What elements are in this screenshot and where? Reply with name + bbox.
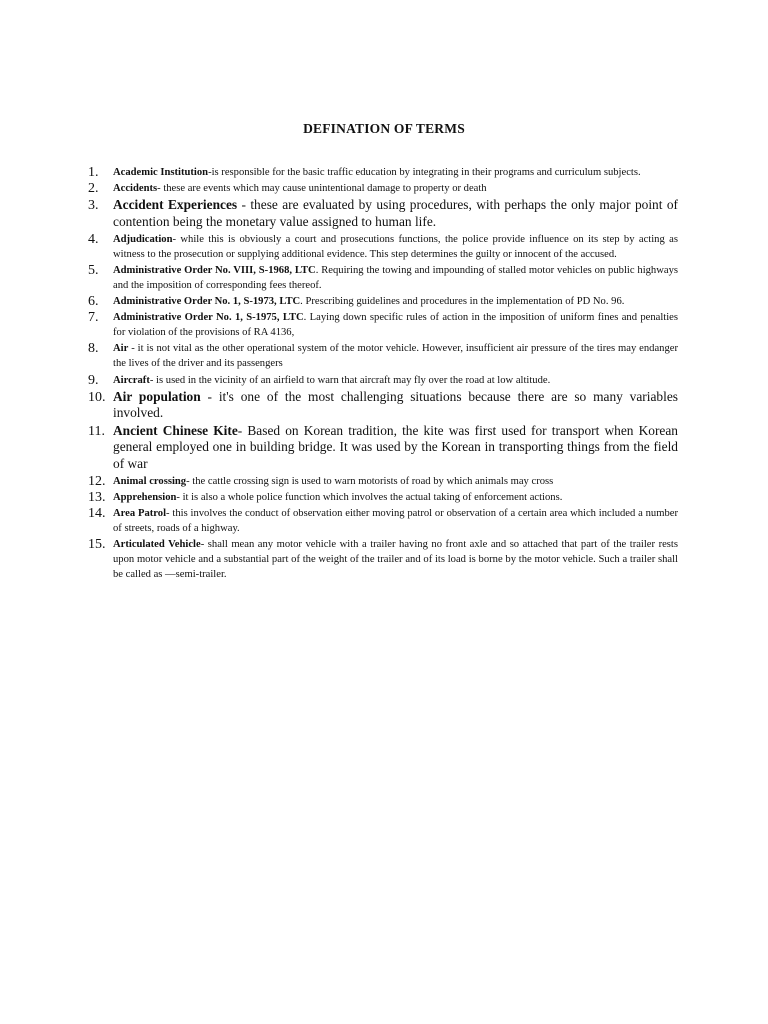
term-name: Air [113, 343, 129, 355]
item-number: 2. [88, 181, 99, 197]
term-name: Aircraft [113, 374, 150, 386]
list-item [88, 474, 678, 489]
term-definition: - is used in the vicinity of an airfield to warn that aircraft may fly over the road at low altitude. [149, 374, 551, 386]
term-name: Apprehension [113, 491, 177, 503]
term-definition: . Requiring the towing and impounding of stalled motor vehicles on public highways and the imposition of corresponding fees thereof. [113, 264, 678, 291]
term-definition: - these are evaluated by using procedures, with perhaps the only major point of contention being the monetary value assigned to human life. [113, 197, 679, 229]
list-item [88, 389, 678, 422]
term-definition: . Prescribing guidelines and procedures in the implementation of PD No. 96. [300, 295, 625, 307]
item-number: 11. [88, 423, 105, 439]
item-number: 10. [88, 389, 106, 405]
term-name: Ancient Chinese Kite [113, 422, 238, 438]
term-definition: -is responsible for the basic traffic education by integrating in their programs and curriculum subjects. [208, 167, 641, 178]
term-name: Animal crossing [113, 475, 187, 487]
list-item [88, 232, 678, 262]
term-definition: - shall mean any motor vehicle with a trailer having no front axle and so attached that part of the trailer rests upon motor vehicle and a substantial part of the weight of the trailer and of its load is borne by the motor vehicle. Such a trailer shall be called as —semi-trailer. [113, 539, 678, 581]
item-number: 14. [88, 505, 106, 521]
item-number: 4. [88, 231, 99, 247]
terms-list [88, 165, 678, 582]
list-item [88, 341, 678, 371]
list-item [88, 373, 678, 388]
term-name: Articulated Vehicle [113, 539, 201, 551]
list-item [88, 310, 678, 340]
term-name: Area Patrol [113, 507, 167, 519]
term-definition: - it's one of the most challenging situations because there are so many variables involved. [113, 388, 678, 421]
item-number: 7. [88, 310, 99, 326]
term-definition: - this involves the conduct of observation either moving patrol or observation of a certain area which included a number of streets, roads of a highway. [113, 507, 678, 534]
term-definition: - Based on Korean tradition, the kite was first used for transport when Korean general employed one in building bridge. It was used by the Korean in transporting things from the field of war [113, 422, 678, 471]
term-name: Accident Experiences [113, 197, 238, 213]
term-definition: - while this is obviously a court and prosecutions functions, the police provide influence on its step by acting as witness to the prosecution or supplying additional evidence. This step determines the guilty or innocent of the accused. [113, 233, 678, 260]
term-definition: - it is also a whole police function which involves the actual taking of enforcement actions. [176, 491, 563, 503]
list-item [88, 181, 678, 196]
term-name: Accidents [113, 183, 158, 195]
item-number: 12. [88, 473, 106, 489]
term-name: Administrative Order No. VIII, S-1968, LTC [113, 264, 316, 276]
term-name: Administrative Order No. 1, S-1975, LTC [113, 312, 304, 324]
term-definition: - it is not vital as the other operational system of the motor vehicle. However, insufficient air pressure of the tires may endanger the lives of the driver and its passengers [113, 343, 678, 370]
list-item [88, 506, 678, 536]
item-number: 1. [88, 165, 99, 180]
list-item [88, 423, 678, 473]
item-number: 9. [88, 372, 99, 388]
list-item [88, 165, 678, 180]
list-item [88, 294, 678, 309]
term-name: Adjudication [113, 233, 173, 245]
term-definition: . Laying down specific rules of action in the imposition of uniform fines and penalties for violation of the provisions of RA 4136, [113, 312, 678, 339]
list-item [88, 197, 678, 230]
item-number: 3. [88, 198, 99, 214]
item-number: 6. [88, 293, 99, 309]
page-title: DEFINATION OF TERMS [303, 121, 465, 136]
list-item [88, 537, 678, 582]
term-definition: - the cattle crossing sign is used to warn motorists of road by which animals may cross [186, 475, 554, 487]
term-name: Air population [113, 388, 201, 404]
term-name: Academic Institution [113, 167, 209, 178]
item-number: 5. [88, 262, 99, 278]
list-item [88, 490, 678, 505]
term-definition: - these are events which may cause unintentional damage to property or death [157, 183, 487, 195]
list-item [88, 263, 678, 293]
item-number: 15. [88, 537, 106, 553]
item-number: 8. [88, 341, 99, 357]
term-name: Administrative Order No. 1, S-1973, LTC [113, 295, 301, 307]
item-number: 13. [88, 489, 106, 505]
